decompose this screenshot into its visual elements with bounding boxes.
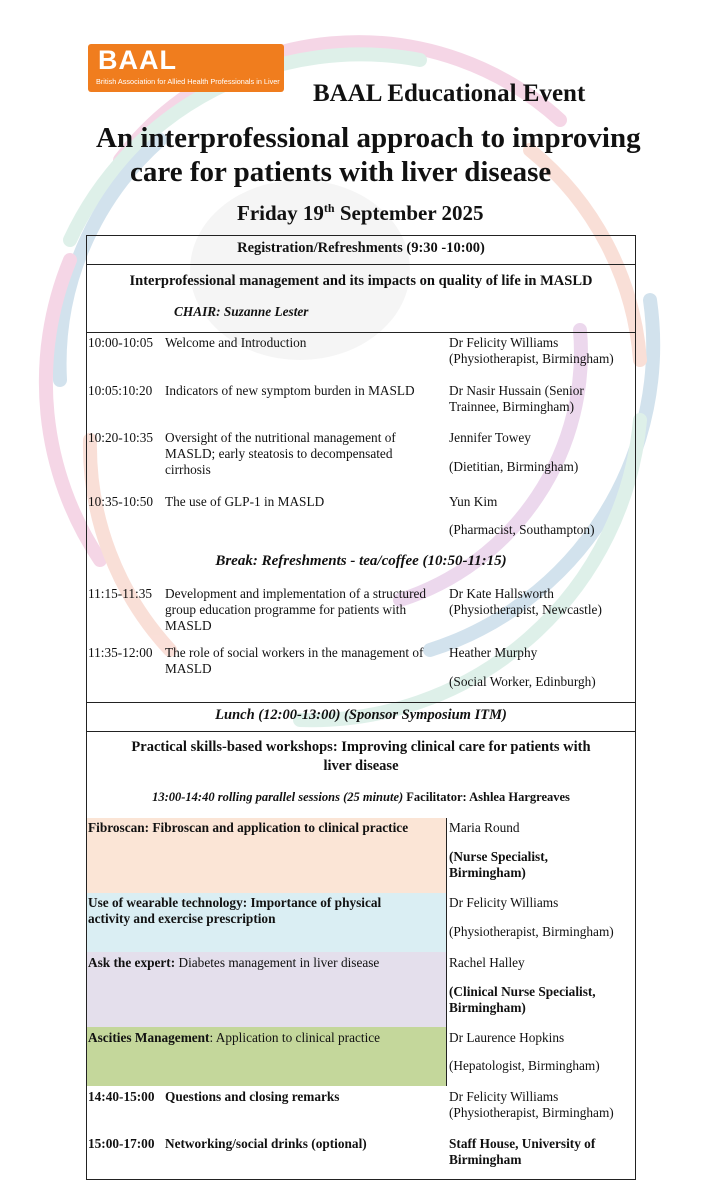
talk-title: Welcome and Introduction [165, 335, 307, 350]
talk-role: (Social Worker, Edinburgh) [449, 674, 596, 689]
logo-subtitle: British Association for Allied Health Professionals in Liver [96, 77, 280, 86]
workshops-note: 13:00-14:40 rolling parallel sessions (25 minute) Facilitator: Ashlea Hargreaves [152, 790, 570, 804]
event-date: Friday 19th September 2025 [237, 201, 484, 225]
closing-speaker: Dr Felicity Williams [449, 1089, 559, 1104]
talk-speaker: Dr Kate Hallsworth [449, 586, 554, 601]
workshop-role: (Physiotherapist, Birmingham) [449, 924, 614, 939]
talk-speaker: Jennifer Towey [449, 430, 531, 445]
talk-role: Trainnee, Birmingham) [449, 399, 575, 414]
talk-title: Development and implementation of a structured group education programme for patients with MASLD [165, 586, 427, 633]
workshop-label: Fibroscan: Fibroscan and application to clinical practice [88, 820, 409, 835]
workshops-title-line2: liver disease [323, 758, 399, 774]
talk-role: (Pharmacist, Southampton) [449, 522, 595, 537]
workshop-speaker: Rachel Halley [449, 955, 525, 970]
baal-logo [88, 44, 284, 92]
talk-role: (Physiotherapist, Newcastle) [449, 602, 602, 617]
talk-title: Oversight of the nutritional management of MASLD; early steatosis to decompensated cirrhosis [165, 430, 396, 477]
talk-title: The use of GLP-1 in MASLD [165, 494, 325, 509]
workshop-speaker: Dr Laurence Hopkins [449, 1030, 565, 1045]
talk-time: 10:20-10:35 [88, 430, 154, 445]
workshop-role: (Nurse Specialist, Birmingham) [449, 849, 548, 880]
break-row: Break: Refreshments - tea/coffee (10:50-11:15) [215, 553, 507, 569]
closing-title: Networking/social drinks (optional) [165, 1136, 367, 1151]
logo-name: BAAL [98, 45, 177, 75]
workshop-label: Ascities Management: Application to clinical practice [88, 1030, 381, 1045]
closing-role: (Physiotherapist, Birmingham) [449, 1105, 614, 1120]
talk-role: (Dietitian, Birmingham) [449, 459, 579, 474]
session1-chair: CHAIR: Suzanne Lester [174, 304, 309, 319]
registration-row: Registration/Refreshments (9:30 -10:00) [237, 240, 485, 256]
workshop-role: (Hepatologist, Birmingham) [449, 1058, 600, 1073]
talk-time: 11:35-12:00 [88, 645, 153, 660]
divider [86, 731, 636, 732]
talk-speaker: Yun Kim [449, 494, 498, 509]
lunch-row: Lunch (12:00-13:00) (Sponsor Symposium ITM) [215, 707, 507, 723]
talk-time: 10:05:10:20 [88, 383, 153, 398]
workshop-role: (Clinical Nurse Specialist, Birmingham) [449, 984, 596, 1015]
divider [86, 264, 636, 265]
session1-title: Interprofessional management and its impacts on quality of life in MASLD [129, 273, 593, 289]
talk-time: 11:15-11:35 [88, 586, 153, 601]
workshop-label: Ask the expert: Diabetes management in liver disease [88, 955, 380, 970]
event-title-line2: care for patients with liver disease [130, 156, 552, 188]
talk-speaker: Heather Murphy [449, 645, 538, 660]
closing-venue: Staff House, University of Birmingham [449, 1136, 596, 1167]
closing-time: 15:00-17:00 [88, 1136, 155, 1151]
workshops-title-line1: Practical skills-based workshops: Improving clinical care for patients with [131, 739, 591, 755]
event-heading: BAAL Educational Event [313, 80, 586, 107]
talk-time: 10:00-10:05 [88, 335, 154, 350]
workshop-speaker: Dr Felicity Williams [449, 895, 559, 910]
talk-title: The role of social workers in the management of MASLD [165, 645, 424, 676]
divider [86, 332, 636, 333]
talk-time: 10:35-10:50 [88, 494, 154, 509]
closing-time: 14:40-15:00 [88, 1089, 155, 1104]
divider [86, 702, 636, 703]
talk-role: (Physiotherapist, Birmingham) [449, 351, 614, 366]
event-title-line1: An interprofessional approach to improving [96, 122, 641, 154]
talk-speaker: Dr Felicity Williams [449, 335, 559, 350]
workshop-speaker: Maria Round [449, 820, 520, 835]
talk-title: Indicators of new symptom burden in MASLD [165, 383, 415, 398]
closing-title: Questions and closing remarks [165, 1089, 340, 1104]
talk-speaker: Dr Nasir Hussain (Senior [449, 383, 584, 398]
workshop-label: Use of wearable technology: Importance of physical activity and exercise prescription [88, 895, 382, 926]
workshop-divider [446, 818, 447, 1086]
